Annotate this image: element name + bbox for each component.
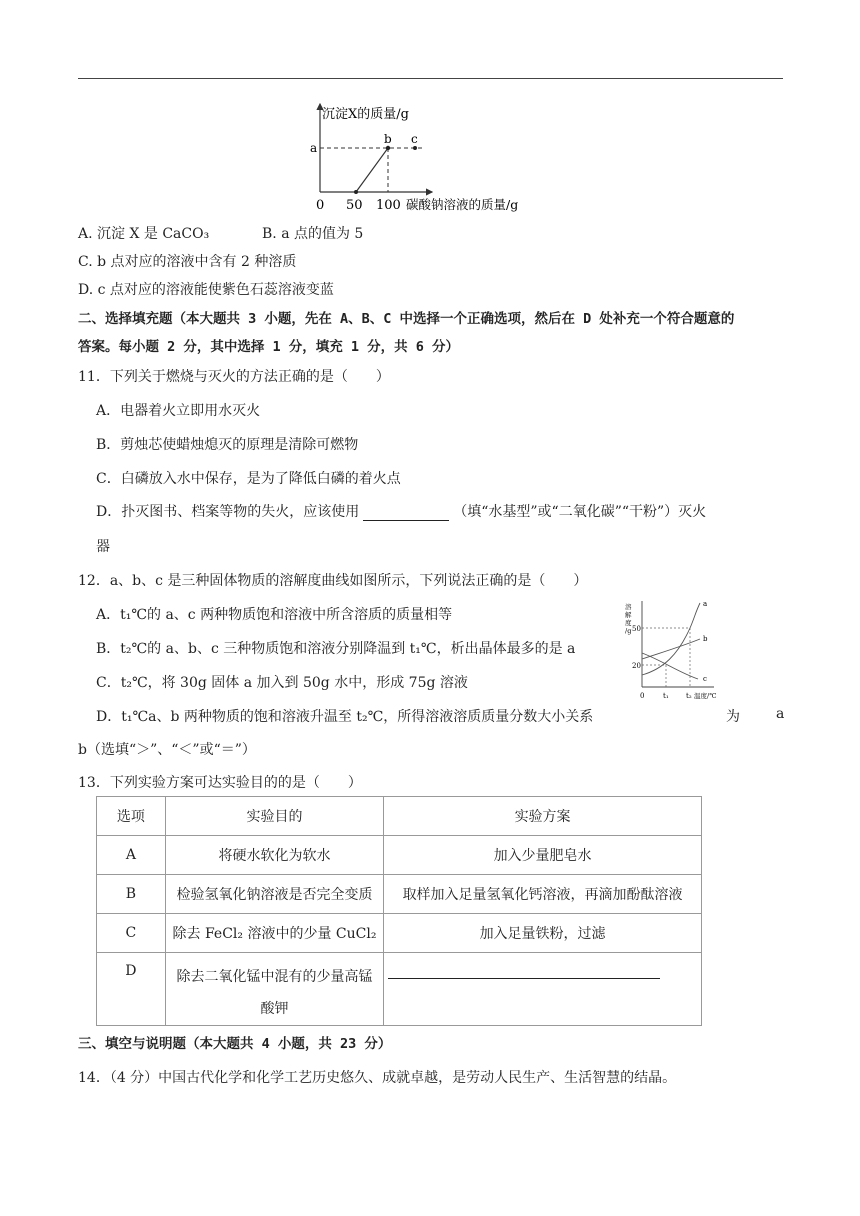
cell-purpose: 检验氢氧化钠溶液是否完全变质 — [165, 875, 383, 914]
table-row — [97, 836, 702, 875]
graph1-xlabel: 碳酸钠溶液的质量/g — [406, 197, 519, 212]
sol-tick-t2: t₂ — [686, 692, 692, 700]
sol-xlabel: 温度/℃ — [694, 692, 717, 700]
q12-option-d-a: a — [776, 706, 785, 722]
cell-purpose: 除去 FeCl₂ 溶液中的少量 CuCl₂ — [165, 914, 383, 953]
cell-option: B — [97, 875, 166, 914]
q11-option-a: A．电器着火立即用水灭火 — [96, 403, 261, 419]
graph1-origin: 0 — [316, 198, 325, 213]
q11-option-b: B．剪烛芯使蜡烛熄灭的原理是清除可燃物 — [96, 437, 359, 453]
q12-option-b: B．t₂℃的 a、b、c 三种物质饱和溶液分别降温到 t₁℃，析出晶体最多的是 a — [96, 641, 576, 657]
section2-heading-line1: 二、选择填充题（本大题共 3 小题，先在 A、B、C 中选择一个正确选项，然后在 D 处补充一个符合题意的 — [78, 311, 735, 327]
q13-table — [96, 796, 702, 1026]
header-purpose: 实验目的 — [165, 797, 383, 836]
table-header-row — [97, 797, 702, 836]
sol-tick-t1: t₁ — [663, 692, 669, 700]
q11-option-d — [96, 501, 706, 521]
graph1-label-b: b — [384, 132, 392, 146]
precipitate-graph — [300, 98, 560, 216]
q12-stem: 12．a、b、c 是三种固体物质的溶解度曲线如图所示，下列说法正确的是（ ） — [78, 573, 588, 589]
q11-option-c: C．白磷放入水中保存，是为了降低白磷的着火点 — [96, 471, 401, 487]
cell-plan: 加入少量肥皂水 — [384, 836, 702, 875]
sol-curve-c: c — [703, 675, 707, 683]
q13-stem: 13．下列实验方案可达实验目的的是（ ） — [78, 775, 362, 791]
table-row — [97, 914, 702, 953]
header-option: 选项 — [97, 797, 166, 836]
cell-option: D — [97, 953, 166, 1026]
table-row — [97, 953, 702, 1026]
cell-option: A — [97, 836, 166, 875]
q10-option-c: C. b 点对应的溶液中含有 2 种溶质 — [78, 254, 297, 270]
q11-stem: 11．下列关于燃烧与灭火的方法正确的是（ ） — [78, 369, 390, 385]
sol-ylabel-1: 溶 — [625, 603, 632, 611]
cell-purpose — [165, 953, 383, 1026]
q12-option-a: A．t₁℃的 a、c 两种物质饱和溶液中所含溶质的质量相等 — [96, 607, 453, 623]
cell-purpose-line2: 酸钾 — [260, 1001, 289, 1017]
q10-option-a: A. 沉淀 X 是 CaCO₃ — [78, 226, 210, 242]
section2-heading-line2: 答案。每小题 2 分，其中选择 1 分，填充 1 分，共 6 分） — [78, 339, 460, 355]
cell-plan: 取样加入足量氢氧化钙溶液，再滴加酚酞溶液 — [384, 875, 702, 914]
table-row — [97, 875, 702, 914]
sol-ylabel-4: /g — [625, 627, 632, 635]
q10-option-d: D. c 点对应的溶液能使紫色石蕊溶液变蓝 — [78, 282, 334, 298]
q11-option-d-text: D．扑灭图书、档案等物的失火，应该使用 — [96, 504, 360, 520]
q12-option-d-wrap: b（选填“＞”、“＜”或“＝”） — [78, 742, 256, 758]
top-rule — [78, 78, 783, 79]
cell-plan-blank[interactable] — [384, 953, 702, 1026]
q12-option-c: C．t₂℃，将 30g 固体 a 加入到 50g 水中，形成 75g 溶液 — [96, 675, 468, 691]
section3-heading: 三、填空与说明题（本大题共 4 小题，共 23 分） — [78, 1036, 392, 1052]
sol-ylabel-2: 解 — [625, 611, 632, 619]
graph1-tick-100: 100 — [376, 198, 401, 213]
q13-answer-blank[interactable] — [388, 961, 660, 979]
graph1-label-c: c — [411, 132, 418, 146]
sol-ylabel-3: 度 — [625, 619, 632, 627]
q14-stem: 14．（4 分）中国古代化学和化学工艺历史悠久、成就卓越，是劳动人民生产、生活智慧的结晶。 — [78, 1070, 677, 1086]
graph1-ylabel: 沉淀X的质量/g — [322, 107, 409, 122]
q11-option-d-wrap: 器 — [96, 539, 110, 555]
q11-answer-blank[interactable] — [363, 506, 449, 521]
cell-purpose: 将硬水软化为软水 — [165, 836, 383, 875]
graph1-label-a: a — [310, 141, 318, 155]
q10-option-b: B. a 点的值为 5 — [262, 226, 364, 242]
cell-purpose-line1: 除去二氧化锰中混有的少量高锰 — [176, 969, 373, 985]
q12-option-d: D．t₁℃a、b 两种物质的饱和溶液升温至 t₂℃，所得溶液溶质质量分数大小关系 — [96, 709, 594, 725]
sol-tick-0: 0 — [640, 692, 645, 700]
cell-plan: 加入足量铁粉，过滤 — [384, 914, 702, 953]
q11-option-d-hint: （填“水基型”或“二氧化碳”“干粉”）灭火 — [453, 504, 707, 520]
header-plan: 实验方案 — [384, 797, 702, 836]
q12-option-d-wei: 为 — [726, 709, 740, 725]
solubility-graph — [618, 597, 718, 707]
cell-option: C — [97, 914, 166, 953]
graph1-tick-50: 50 — [346, 198, 363, 213]
sol-tick-20: 20 — [632, 662, 641, 670]
sol-curve-b: b — [703, 635, 708, 643]
sol-tick-50: 50 — [632, 625, 641, 633]
sol-curve-a: a — [703, 600, 708, 608]
